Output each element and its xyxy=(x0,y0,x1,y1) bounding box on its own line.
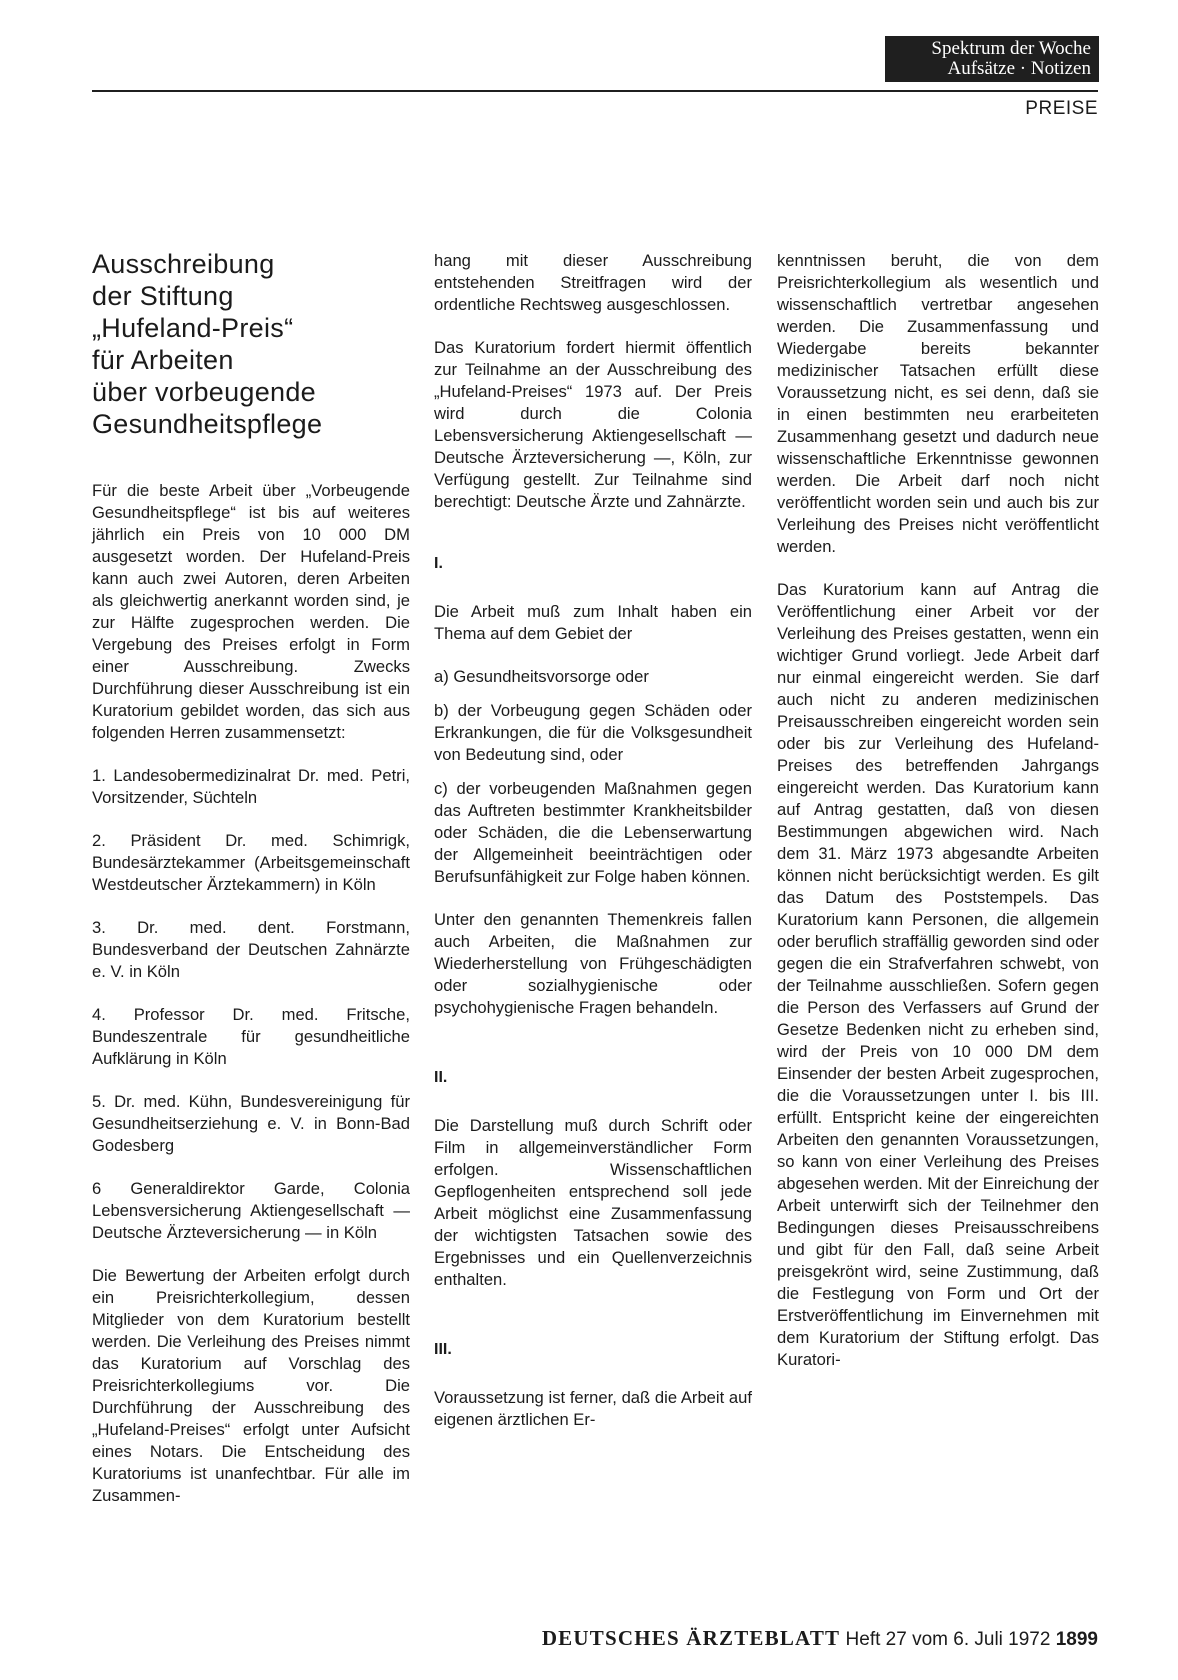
rubric-line-1: Spektrum der Woche xyxy=(931,38,1091,59)
title-line: Gesundheitspflege xyxy=(92,409,323,439)
body-paragraph: Das Kuratorium fordert hiermit öffentlich zur Teilnahme an der Ausschreibung des „Hufeland-Preises“ 1973 auf. Der Preis wird durch die Colonia Lebensversicherung Aktiengesellschaft — Deutsche Ärzteversicherung —, Köln, zur Verfügung gestellt. Zur Teilnahme sind berechtigt: Deutsche Ärzte und Zahnärzte. xyxy=(434,338,752,511)
column-1 xyxy=(92,248,410,1528)
intro-paragraph: Für die beste Arbeit über „Vorbeugende Gesundheitspflege“ ist bis auf weiteres jährlich ein Preis von 10 000 DM ausgesetzt worden. Der Hufeland-Preis kann auch zwei Autoren, deren Arbeiten als gleichwertig anerkannt worden sind, je zur Hälfte zugesprochen werden. Die Vergebung des Preises erfolgt in Form einer Ausschreibung. Zwecks Durchführung dieser Ausschreibung ist ein Kuratorium gebildet worden, das sich aus folgenden Herren zusammensetzt: xyxy=(92,481,410,742)
committee-member: 3. Dr. med. dent. Forstmann, Bundesverband der Deutschen Zahnärzte e. V. in Köln xyxy=(92,918,410,981)
title-line: der Stiftung xyxy=(92,281,234,311)
title-line: für Arbeiten xyxy=(92,345,234,375)
journal-name: DEUTSCHES ÄRZTEBLATT xyxy=(541,1626,841,1650)
column-3 xyxy=(777,250,1099,1392)
header-rule xyxy=(92,90,1098,92)
title-line: Ausschreibung xyxy=(92,249,275,279)
body-paragraph: Das Kuratorium kann auf Antrag die Veröffentlichung einer Arbeit vor der Verleihung des Preises gestatten, wenn ein wichtiger Grund vorliegt. Jede Arbeit darf nur einmal eingereicht werden. Sie darf auch nicht zu anderen medizinischen Preisausschreiben eingereicht worden sein oder bis zur Verleihung des Hufeland-Preises des betreffenden Jahrgangs eingereicht werden. Das Kuratorium kann auf Antrag gestatten, daß von diesen Bestimmungen abgewichen wird. Nach dem 31. März 1973 abgesandte Arbeiten können nicht berücksichtigt werden. Es gilt das Datum des Poststempels. Das Kuratorium kann Personen, die allgemein oder beruflich straffällig geworden sind oder gegen die ein Strafverfahren schwebt, von der Teilnahme ausschließen. Sofern gegen die Person des Verfassers auf Grund der Gesetze Bedenken nicht zu erheben sind, wird der Preis von 10 000 DM dem Einsender der besten Arbeit zugesprochen, die die Voraussetzungen unter I. bis III. erfüllt. Entspricht keine der eingereichten Arbeiten den genannten Voraussetzungen, so kann von einer Verleihung des Preises abgesehen werden. Mit der Einreichung der Arbeit unterwirft sich der Teilnehmer den Bedingungen dieses Preisausschreibens und gibt für den Fall, daß seine Arbeit preisgekrönt wird, seine Zustimmung, daß die Festlegung von Form und Ort der Erstveröffentlichung im Einvernehmen mit dem Kuratorium der Stiftung erfolgt. Das Kuratori- xyxy=(777,580,1099,1369)
list-item: b) der Vorbeugung gegen Schäden oder Erkrankungen, die für die Volksgesundheit von Bedeutung sind, oder xyxy=(434,701,752,764)
body-paragraph: kenntnissen beruht, die von dem Preisrichterkollegium als wesentlich und wissenschaftlich vertretbar angesehen werden. Die Zusammenfassung und Wiedergabe bereits bekannter medizinischer Tatsachen erfüllt diese Voraussetzung nicht, es sei denn, daß sie in einen bestimmten neu erarbeiteten Zusammenhang gesetzt und dadurch neue wissenschaftliche Erkenntnisse gewonnen werden. Die Arbeit darf noch nicht veröffentlicht worden sein und auch bis zur Verleihung des Preises nicht veröffentlicht werden. xyxy=(777,251,1099,556)
committee-member: 6 Generaldirektor Garde, Colonia Lebensversicherung Aktiengesellschaft — Deutsche Ärzteversicherung — in Köln xyxy=(92,1179,410,1242)
body-paragraph: hang mit dieser Ausschreibung entstehenden Streitfragen wird der ordentliche Rechtsweg ausgeschlossen. xyxy=(434,251,752,314)
body-paragraph: Unter den genannten Themenkreis fallen auch Arbeiten, die Maßnahmen zur Wiederherstellung von Frühgeschädigten oder sozialhygienische oder psychohygienische Fragen behandeln. xyxy=(434,910,752,1017)
title-line: über vorbeugende xyxy=(92,377,316,407)
page-number: 1899 xyxy=(1055,1629,1098,1650)
section-heading-3: III. xyxy=(434,1341,452,1358)
page-footer xyxy=(542,1626,1098,1651)
issue-info: Heft 27 vom 6. Juli 1972 xyxy=(845,1629,1051,1650)
list-item: a) Gesundheitsvorsorge oder xyxy=(434,667,649,686)
column-2 xyxy=(434,250,752,1452)
rubric-box xyxy=(885,36,1099,82)
rubric-line-2: Aufsätze · Notizen xyxy=(947,58,1091,79)
list-item: c) der vorbeugenden Maßnahmen gegen das Auftreten bestimmter Krankheitsbilder oder Schäden, die die Lebenserwartung der Allgemeinheit beeinträchtigen oder Berufsunfähigkeit zur Folge haben können. xyxy=(434,779,752,886)
body-paragraph: Die Arbeit muß zum Inhalt haben ein Thema auf dem Gebiet der xyxy=(434,602,752,643)
article-title xyxy=(92,248,410,440)
committee-member: 4. Professor Dr. med. Fritsche, Bundeszentrale für gesundheitliche Aufklärung in Köln xyxy=(92,1005,410,1068)
body-paragraph: Die Bewertung der Arbeiten erfolgt durch ein Preisrichterkollegium, dessen Mitglieder von dem Kuratorium bestellt werden. Die Verleihung des Preises nimmt das Kuratorium auf Vorschlag des Preisrichterkollegiums vor. Die Durchführung der Ausschreibung des „Hufeland-Preises“ erfolgt unter Aufsicht eines Notars. Die Entscheidung des Kuratoriums ist unanfechtbar. Für alle im Zusammen- xyxy=(92,1266,410,1505)
committee-member: 5. Dr. med. Kühn, Bundesvereinigung für Gesundheitserziehung e. V. in Bonn-Bad Godesberg xyxy=(92,1092,410,1155)
committee-member: 2. Präsident Dr. med. Schimrigk, Bundesärztekammer (Arbeitsgemeinschaft Westdeutscher Ärztekammern) in Köln xyxy=(92,831,410,894)
body-paragraph: Voraussetzung ist ferner, daß die Arbeit auf eigenen ärztlichen Er- xyxy=(434,1388,752,1429)
section-heading-1: I. xyxy=(434,555,443,572)
committee-member: 1. Landesobermedizinalrat Dr. med. Petri, Vorsitzender, Süchteln xyxy=(92,766,410,807)
section-heading-2: II. xyxy=(434,1069,448,1086)
body-paragraph: Die Darstellung muß durch Schrift oder Film in allgemeinverständlicher Form erfolgen. Wissenschaftlichen Gepflogenheiten entsprechend soll jede Arbeit möglichst eine Zusammenfassung der wichtigsten Tatsachen sowie des Ergebnisses und ein Quellenverzeichnis enthalten. xyxy=(434,1116,752,1289)
section-label: PREISE xyxy=(1025,98,1098,119)
title-line: „Hufeland-Preis“ xyxy=(92,313,294,343)
